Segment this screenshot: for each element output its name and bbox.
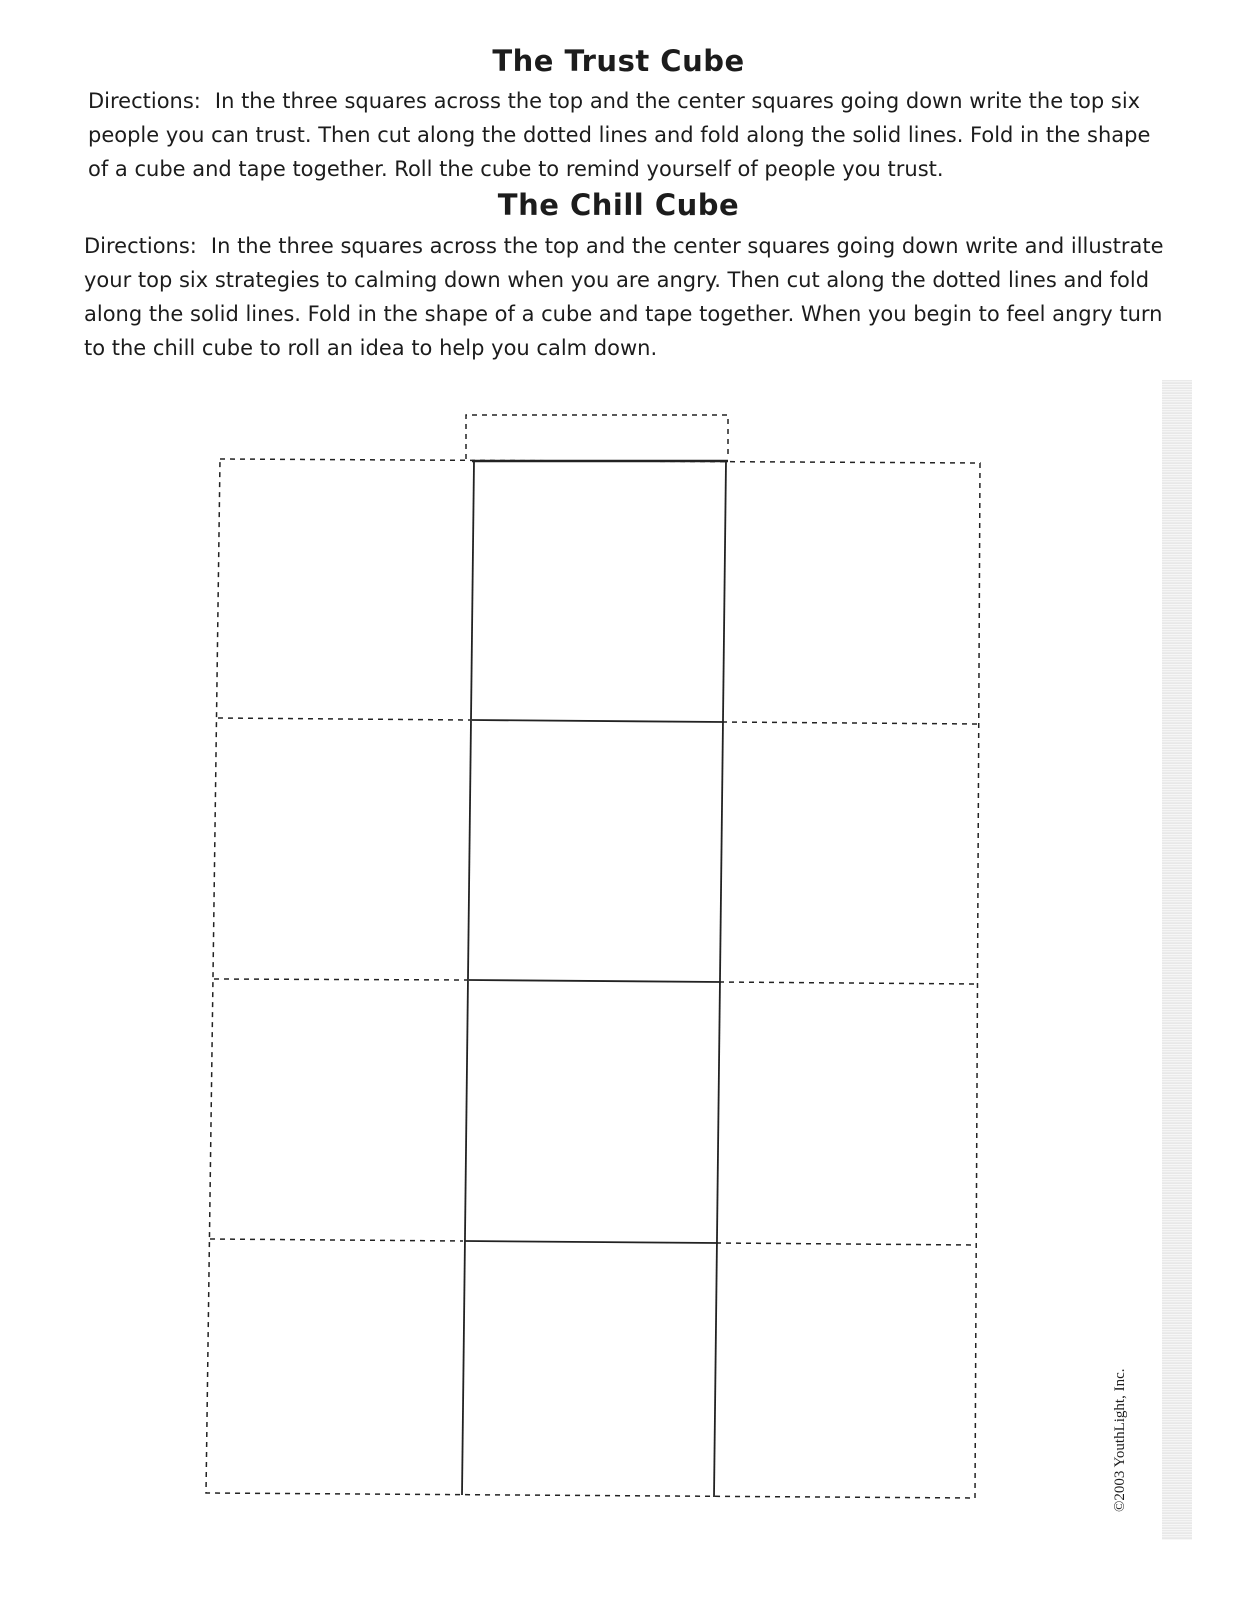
chill-directions-label: Directions: [84,234,197,258]
trust-directions-label: Directions: [88,89,201,113]
left-cut-line-3 [210,1239,463,1241]
trust-cube-title: The Trust Cube [492,44,745,78]
fold-line-center-2 [469,980,721,982]
top-tab-cut-line [466,415,728,459]
fold-line-center-right [714,461,726,1497]
right-cut-line-2 [719,982,977,984]
left-cut-line-2 [214,979,467,980]
scan-edge-artifact [1162,380,1192,1540]
chill-directions-text: In the three squares across the top and the center squares going down write and illustrate your top six strategies to calming down when you are angry. Then cut along the dotted lines and fold along the solid lines. Fold in the shape of a cube and tape together. When you begin to feel angry turn to the chill cube to roll an idea to help you calm down. [84,234,1164,360]
copyright-notice: ©2003 YouthLight, Inc. [1112,1368,1128,1512]
outer-cut-border [206,459,980,1498]
fold-line-center-3 [465,1241,718,1243]
fold-line-center-left [462,461,474,1495]
trust-directions-text: In the three squares across the top and the center squares going down write the top six people you can trust. Then cut along the dotted lines and fold along the solid lines. Fold in the shape of a cube and tape together. Roll the cube to remind yourself of people you trust. [88,89,1151,181]
right-cut-line-1 [722,722,979,724]
fold-line-center-1 [472,720,724,722]
left-cut-line-1 [218,718,470,720]
chill-cube-title: The Chill Cube [497,188,740,222]
right-cut-line-3 [716,1243,975,1245]
